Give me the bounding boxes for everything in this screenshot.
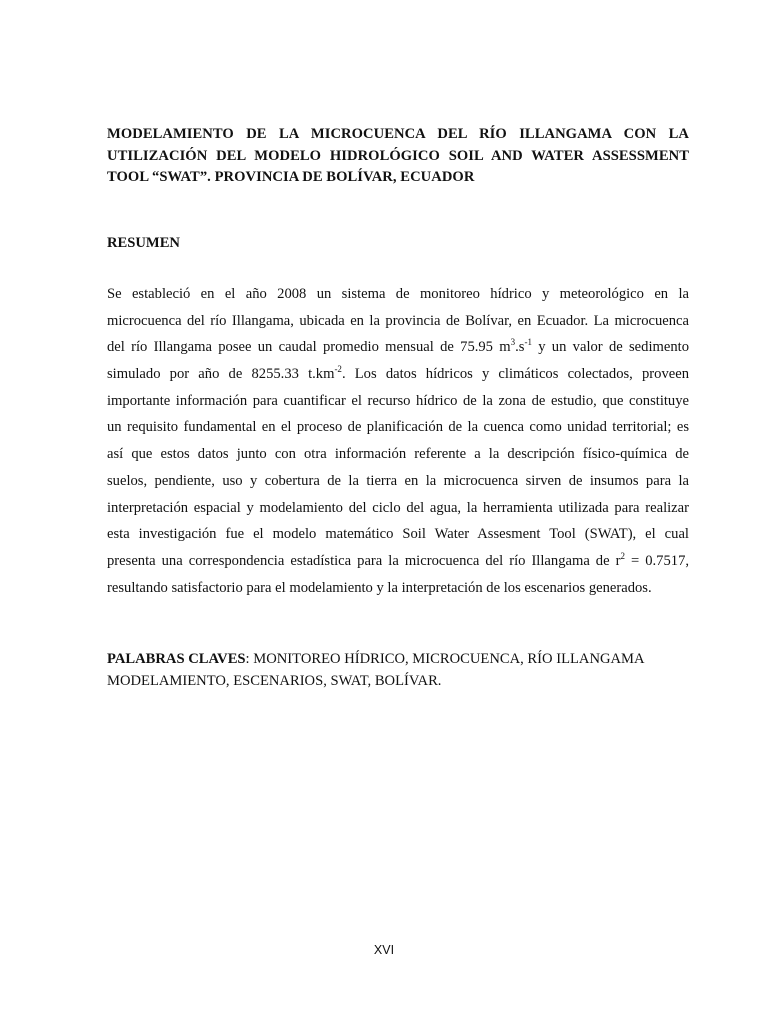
abstract-text: .s	[515, 339, 525, 356]
abstract-line: así que estos datos junto con otra información referente a la descripción físico-química de	[107, 446, 689, 463]
abstract-line	[107, 364, 689, 391]
abstract-line: importante información para cuantificar el recurso hídrico de la zona de estudio, que constituye	[107, 392, 689, 409]
abstract-line: un requisito fundamental en el proceso de planificación de la cuenca como unidad territorial; es	[107, 419, 689, 436]
abstract-line: Se estableció en el año 2008 un sistema de monitoreo hídrico y meteorológico en la	[107, 286, 689, 302]
abstract-paragraph	[107, 284, 689, 604]
abstract-text: = 0.7517,	[624, 552, 690, 569]
abstract-line: resultando satisfactorio para el modelamiento y la interpretación de los escenarios generados.	[107, 579, 652, 596]
abstract-text: del río Illangama posee un caudal promedio mensual de 75.95 m	[107, 339, 511, 356]
superscript: 3	[510, 337, 516, 348]
title-line: MODELAMIENTO DE LA MICROCUENCA DEL RÍO ILLANGAMA CON LA	[107, 126, 689, 142]
superscript: -2	[334, 364, 342, 375]
document-title	[107, 124, 689, 189]
page-number: XVI	[373, 943, 395, 957]
keywords-line: MODELAMIENTO, ESCENARIOS, SWAT, BOLÍVAR.	[107, 672, 442, 689]
abstract-text: y un valor de sedimento	[531, 339, 689, 356]
superscript: -1	[524, 337, 532, 348]
abstract-text: presenta una correspondencia estadística para la microcuenca del río Illangama de r	[107, 552, 621, 569]
keywords-line	[107, 649, 707, 671]
abstract-line	[107, 551, 689, 578]
abstract-line: esta investigación fue el modelo matemático Soil Water Assesment Tool (SWAT), el cual	[107, 526, 689, 543]
title-line: UTILIZACIÓN DEL MODELO HIDROLÓGICO SOIL AND WATER ASSESSMENT	[107, 147, 689, 164]
abstract-line: interpretación espacial y modelamiento del ciclo del agua, la herramienta utilizada para realizar	[107, 499, 689, 516]
title-line: TOOL “SWAT”. PROVINCIA DE BOLÍVAR, ECUADOR	[107, 169, 475, 185]
abstract-line	[107, 337, 689, 364]
keywords-text: : MONITOREO HÍDRICO, MICROCUENCA, RÍO ILLANGAMA	[245, 651, 645, 667]
keywords-label: PALABRAS CLAVES	[107, 651, 246, 667]
abstract-text: simulado por año de 8255.33 t.km	[107, 366, 335, 383]
superscript: 2	[620, 550, 625, 561]
abstract-text: . Los datos hídricos y climáticos colectados, proveen	[341, 366, 689, 383]
keywords-section	[107, 649, 707, 692]
abstract-line: microcuenca del río Illangama, ubicada en la provincia de Bolívar, en Ecuador. La microcuenca	[107, 312, 689, 329]
abstract-line: suelos, pendiente, uso y cobertura de la tierra en la microcuenca sirven de insumos para la	[107, 472, 689, 489]
resumen-heading: RESUMEN	[107, 235, 180, 251]
